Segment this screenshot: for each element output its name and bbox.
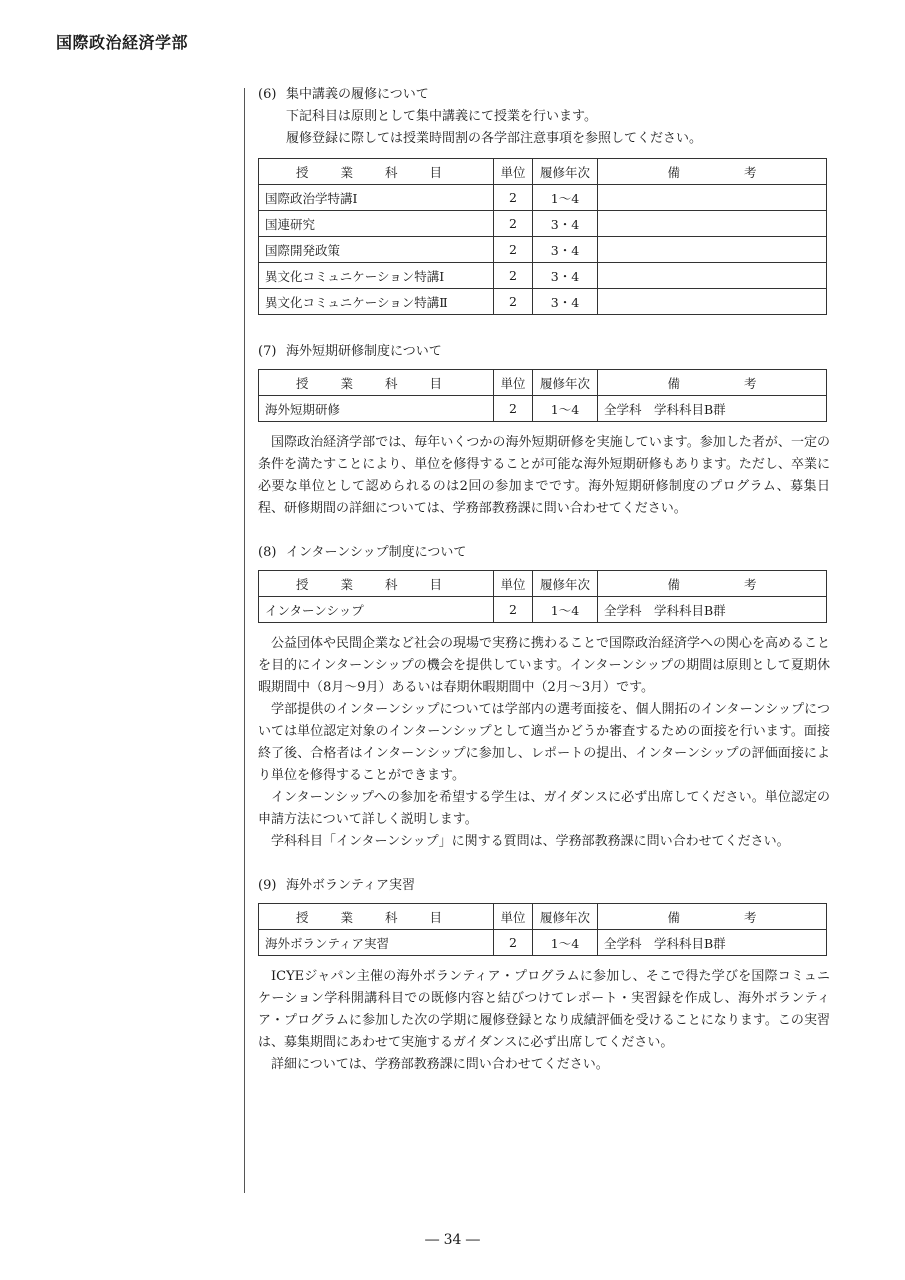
table-row [259,237,827,263]
header-units: 単位 [494,904,533,930]
cell-notes: 全学科 学科科目B群 [598,597,827,623]
section-number: (9) [258,878,277,893]
cell-units: 2 [494,185,533,211]
section-heading [258,341,830,363]
cell-notes [598,289,827,315]
section-intensive-lectures [258,84,830,315]
course-table [258,570,827,623]
table-row [259,396,827,422]
section-number: (6) [258,87,277,102]
cell-year: 1〜4 [533,185,598,211]
cell-notes [598,185,827,211]
header-year: 履修年次 [533,370,598,396]
section-title: 集中講義の履修について [286,87,429,102]
body-paragraph: 学部提供のインターンシップについては学部内の選考面接を、個人開拓のインターンシップについては単位認定対象のインターンシップとして適当かどうか審査するための面接を行います。面接終了後、合格者はインターンシップに参加し、レポートの提出、インターンシップの評価面接により単位を修得することができます。 [258,702,830,783]
cell-subject: 国際政治学特講Ⅰ [259,185,494,211]
table-row [259,185,827,211]
cell-year: 3・4 [533,289,598,315]
body-paragraph: インターンシップへの参加を希望する学生は、ガイダンスに必ず出席してください。単位認定の申請方法について詳しく説明します。 [258,790,830,827]
body-paragraph: 公益団体や民間企業など社会の現場で実務に携わることで国際政治経済学への関心を高めることを目的にインターンシップの機会を提供しています。インターンシップの期間は原則として夏期休暇期間中（8月〜9月）あるいは春期休暇期間中（2月〜3月）です。 [258,636,831,695]
page-content [258,84,830,1076]
cell-subject: 海外短期研修 [259,396,494,422]
cell-units: 2 [494,396,533,422]
table-row [259,263,827,289]
header-year: 履修年次 [533,904,598,930]
cell-year: 3・4 [533,263,598,289]
cell-subject: 海外ボランティア実習 [259,930,494,956]
cell-units: 2 [494,263,533,289]
cell-units: 2 [494,237,533,263]
table-header-row [259,370,827,396]
section-title: 海外短期研修制度について [286,344,442,359]
header-subject: 授 業 科 目 [259,370,494,396]
header-year: 履修年次 [533,571,598,597]
table-row [259,930,827,956]
header-notes: 備 考 [598,904,827,930]
cell-year: 1〜4 [533,396,598,422]
cell-year: 3・4 [533,211,598,237]
section-number: (7) [258,344,277,359]
cell-subject: 異文化コミュニケーション特講Ⅱ [259,289,494,315]
section-short-term-study-abroad [258,341,830,520]
cell-subject: 国際開発政策 [259,237,494,263]
cell-year: 3・4 [533,237,598,263]
body-paragraph: 学科科目「インターンシップ」に関する質問は、学務部教務課に問い合わせてください。 [271,834,790,849]
cell-subject: 異文化コミュニケーション特講Ⅰ [259,263,494,289]
cell-units: 2 [494,930,533,956]
table-row [259,289,827,315]
course-table [258,369,827,422]
cell-units: 2 [494,597,533,623]
header-subject: 授 業 科 目 [259,159,494,185]
cell-notes [598,237,827,263]
cell-notes [598,263,827,289]
cell-year: 1〜4 [533,930,598,956]
cell-units: 2 [494,211,533,237]
body-paragraph: 詳細については、学務部教務課に問い合わせてください。 [271,1057,609,1072]
course-table [258,158,827,315]
cell-notes: 全学科 学科科目B群 [598,930,827,956]
intro-line: 履修登録に際しては授業時間割の各学部注意事項を参照してください。 [286,131,703,146]
cell-subject: 国連研究 [259,211,494,237]
section-title: 海外ボランティア実習 [286,878,415,893]
page-number: ― 34 ― [425,1232,480,1248]
section-heading [258,875,830,897]
cell-subject: インターンシップ [259,597,494,623]
course-table [258,903,827,956]
cell-notes: 全学科 学科科目B群 [598,396,827,422]
table-row [259,597,827,623]
body-paragraph: ICYEジャパン主催の海外ボランティア・プログラムに参加し、そこで得た学びを国際コミュニケーション学科開講科目での既修内容と結びつけてレポート・実習録を作成し、海外ボランティア・プログラムに参加した次の学期に履修登録となり成績評価を受けることになります。この実習は、募集期間にあわせて実施するガイダンスに必ず出席してください。 [258,969,830,1050]
cell-year: 1〜4 [533,597,598,623]
section-title: インターンシップ制度について [286,545,467,560]
section-heading [258,84,830,106]
table-row [259,211,827,237]
cell-units: 2 [494,289,533,315]
header-subject: 授 業 科 目 [259,571,494,597]
header-notes: 備 考 [598,571,827,597]
header-notes: 備 考 [598,159,827,185]
margin-rule [244,88,245,1193]
faculty-header: 国際政治経済学部 [56,33,189,52]
body-paragraph: 国際政治経済学部では、毎年いくつかの海外短期研修を実施しています。参加した者が、一定の条件を満たすことにより、単位を修得することが可能な海外短期研修もあります。ただし、卒業に必要な単位として認められるのは2回の参加までです。海外短期研修制度のプログラム、募集日程、研修期間の詳細については、学務部教務課に問い合わせてください。 [258,435,830,516]
intro-line: 下記科目は原則として集中講義にて授業を行います。 [286,109,597,124]
cell-notes [598,211,827,237]
header-units: 単位 [494,370,533,396]
header-units: 単位 [494,571,533,597]
section-heading [258,542,830,564]
table-header-row [259,159,827,185]
header-subject: 授 業 科 目 [259,904,494,930]
section-number: (8) [258,545,277,560]
header-units: 単位 [494,159,533,185]
header-notes: 備 考 [598,370,827,396]
section-overseas-volunteer [258,875,830,1076]
header-year: 履修年次 [533,159,598,185]
table-header-row [259,904,827,930]
table-header-row [259,571,827,597]
section-internship [258,542,830,853]
